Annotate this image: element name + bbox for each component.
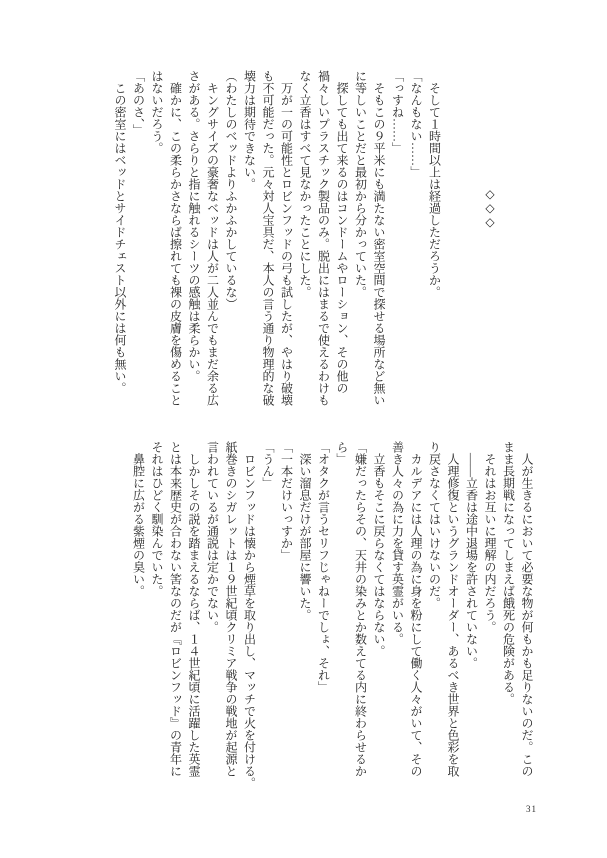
text-column: 紙巻きのシガレットは１９世紀頃クリミア戦争の戦地が起源と [224,441,238,777]
text-column: ――立香は途中退場を許されていない。 [464,453,479,669]
text-column: 「うん」 [261,441,275,489]
text-column: そして１時間以上は経過しただろうか。 [427,82,442,298]
text-column: 鼻腔に広がる紫煙の臭い。 [131,453,146,597]
text-column: 禍々しいプラスチック製品のみ。脱出にはまるで使えるわけも [316,70,331,406]
text-column: 「なんもない……」 [409,70,423,178]
text-column: それはお互いに理解の内だろう。 [483,453,497,633]
blank-column [499,70,518,406]
text-column: 「一本だけいっすか」 [279,441,294,561]
text-column: （わたしのベッドよりふかふかしているな） [224,70,238,310]
text-column: 善き人々の為に力を貸す英霊がいる。 [390,441,405,645]
text-band-lower [129,441,536,789]
text-column: 人理修復というグランドオーダー、あるべき世界と色彩を取 [446,453,460,777]
text-column: そもこの９平米にも満たない密室空間で探せる場所など無い [372,82,386,406]
text-column: 人が生きるにおいて必要な物が何もかも足りないのだ。この [520,453,534,777]
text-column: なく立香はすべて見なかったことにした。 [298,70,312,298]
text-column: ロビンフッドは懐から煙草を取り出し、マッチで火を付ける。 [242,453,257,789]
page-number: 31 [526,804,537,814]
text-column: 「オタクが言うセリフじゃねーでしょ、それ」 [316,441,331,693]
text-column: しかしその説を踏まえるならば、１４世紀頃に活躍した英霊 [187,453,201,777]
text-column: 探しても出て来るのはコンドームやローション、その他の [335,82,349,394]
text-column: 「あのさ、」 [131,70,146,136]
blank-column [462,70,481,406]
text-column: はないだろう。 [150,70,164,154]
text-band-upper [111,70,537,406]
scene-break-marker: ◇◇◇ [483,187,497,229]
text-column: キングサイズの豪奢なベッドは人が二人並んでもまだ余る広 [205,82,220,406]
text-column: り戻さなくてはいけないのだ。 [427,441,442,609]
text-column: 立香もそこに戻らなくてはならない。 [372,453,386,657]
text-column: 確かに、この柔らかさならば擦れても裸の皮膚を傷めること [168,82,183,406]
text-column: に等しいことだと最初から分かっていた。 [353,70,368,298]
text-column: ら」 [335,441,349,465]
text-column: も不可能だった。元々対人宝具だ、本人の言う通り物理的な破 [261,70,275,406]
text-column: 言われているが通説は定かでない。 [205,441,220,633]
text-column: 壊力は期待できない。 [242,70,257,190]
text-column: とは本来歴史が合わない筈なのだが『ロビンフッド』の青年に [168,441,183,777]
blank-column [444,70,463,406]
text-column: この密室にはベッドとサイドチェスト以外には何も無い。 [113,82,127,394]
blank-column [518,70,537,406]
text-column: 「嫌だったらその、天井の染みとか数えてる内に終わらせるか [353,441,368,777]
text-column: まま長期戦になってしまえば餓死の危険がある。 [501,441,516,705]
text-column: 深い溜息だけが部屋に響いた。 [298,453,312,621]
text-column: 「っすね……」 [390,70,405,154]
text-column: それはひどく馴染んでいた。 [150,441,164,597]
text-column: カルデアには人理の為に身を粉にして働く人々がいて、その [409,453,423,777]
text-column: さがある。さらりと指に触れるシーツの感触は柔らかい。 [187,70,201,382]
text-column: 万が一の可能性とロビンフッドの弓も試したが、やはり破壊 [279,82,294,406]
